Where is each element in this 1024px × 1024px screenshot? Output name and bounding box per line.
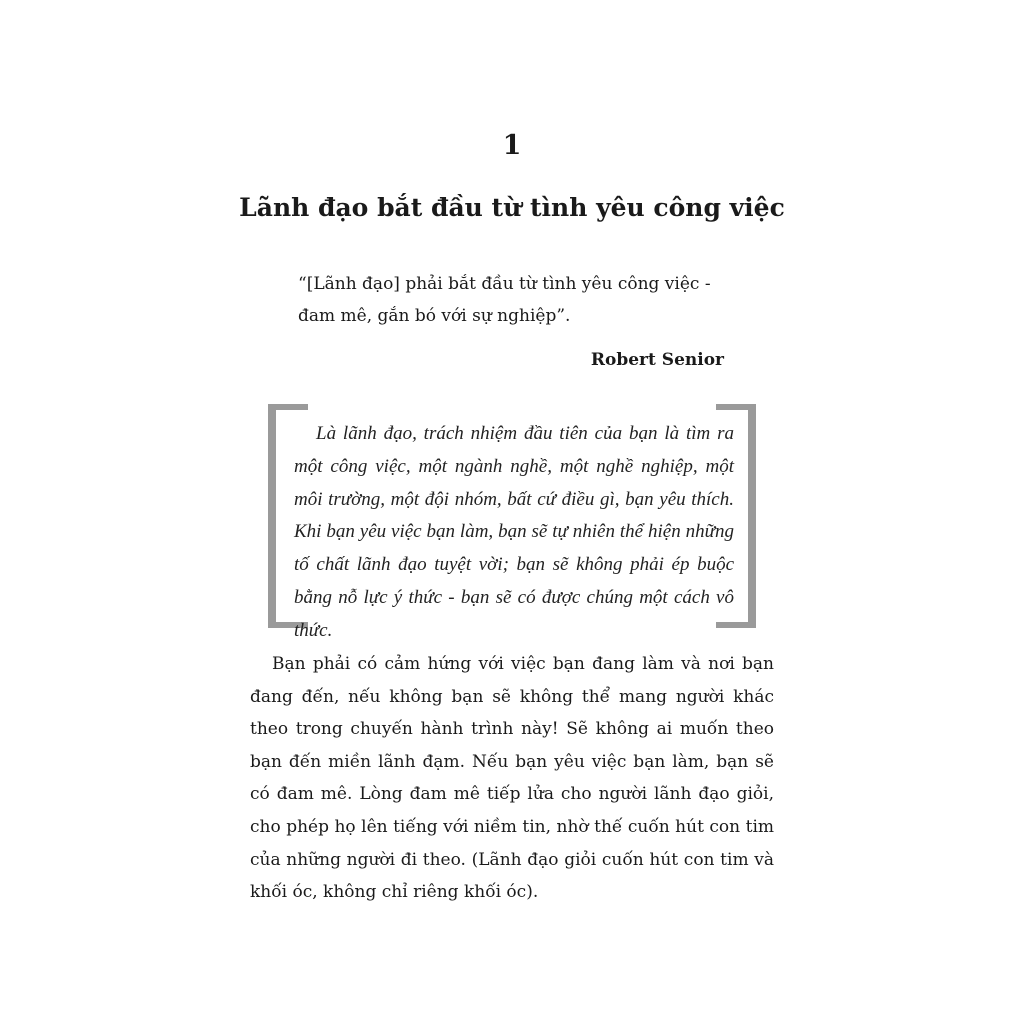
callout-box [268, 404, 756, 641]
body-paragraph: Bạn phải có cảm hứng với việc bạn đang làm và nơi bạn đang đến, nếu không bạn sẽ không thể mang người khác theo trong chuyến hành trình này! Sẽ không ai muốn theo bạn đến miền lãnh đạm. Nếu bạn yêu việc bạn làm, bạn sẽ có đam mê. Lòng đam mê tiếp lửa cho người lãnh đạo giỏi, cho phép họ lên tiếng với niềm tin, nhờ thế cuốn hút con tim của những người đi theo. (Lãnh đạo giỏi cuốn hút con tim và khối óc, không chỉ riêng khối óc). [250, 654, 774, 903]
epigraph-author: Robert Senior [590, 350, 724, 370]
callout-text: Là lãnh đạo, trách nhiệm đầu tiên của bạn là tìm ra một công việc, một ngành nghề, một nghề nghiệp, một môi trường, một đội nhóm, bất cứ điều gì, bạn yêu thích. Khi bạn yêu việc bạn làm, bạn sẽ tự nhiên thể hiện những tố chất lãnh đạo tuyệt vời; bạn sẽ không phải ép buộc bằng nỗ lực ý thức - bạn sẽ có được chúng một cách vô thức. [294, 423, 734, 641]
chapter-number: 1 [502, 130, 522, 161]
chapter-title: Lãnh đạo bắt đầu từ tình yêu công việc [239, 193, 785, 222]
epigraph-quote: “[Lãnh đạo] phải bắt đầu từ tình yêu công việc - đam mê, gắn bó với sự nghiệp”. [298, 274, 711, 326]
